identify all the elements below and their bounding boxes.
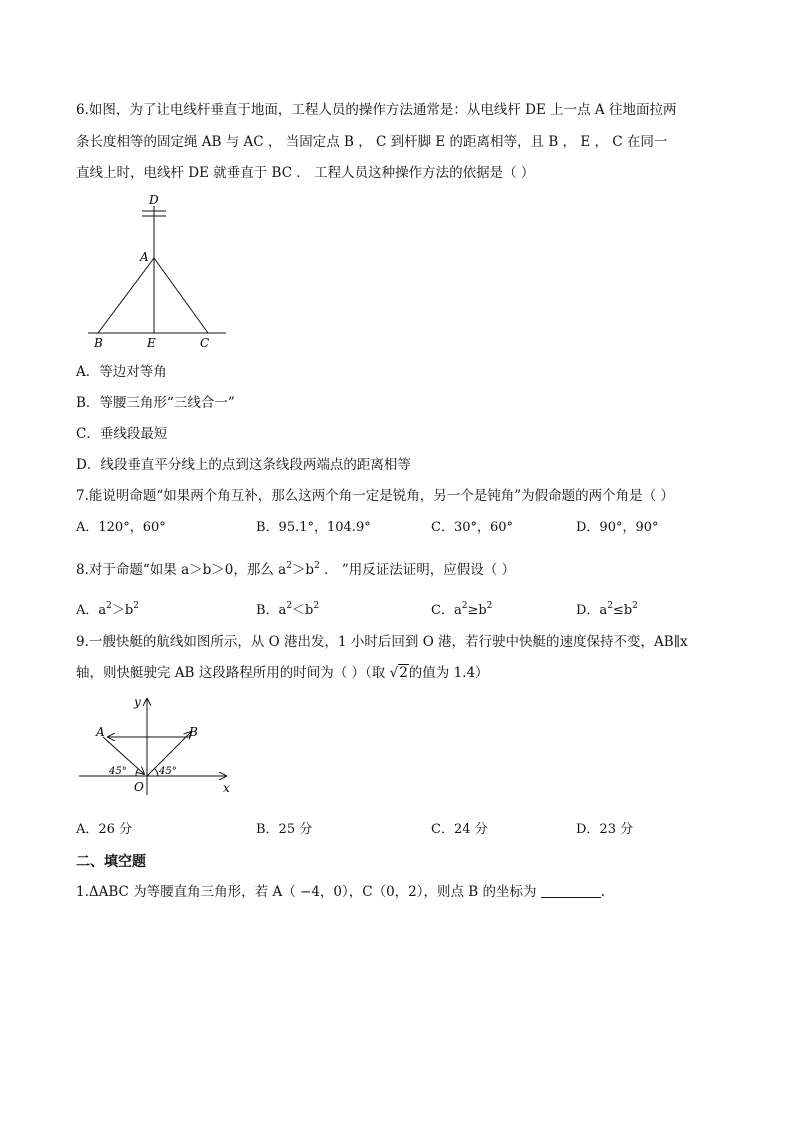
- sqrt-symbol: √2: [389, 665, 408, 681]
- q9-option-c: C．24 分: [431, 822, 488, 837]
- q6-figure-pole-diagram: [86, 190, 236, 355]
- q7-option-c: C．30°，60°: [431, 520, 514, 535]
- q8-option-d: D．$a^2\le b^2$: [576, 601, 638, 618]
- q9-option-d: D．23 分: [576, 822, 634, 837]
- q8-option-b: B．$a^2<b^2$: [256, 601, 320, 618]
- label-o: O: [134, 780, 144, 794]
- q6-option-d: D．线段垂直平分线上的点到这条线段两端点的距离相等: [76, 457, 411, 473]
- label-b: B: [94, 336, 103, 350]
- q9-option-b: B．25 分: [256, 822, 313, 837]
- label-b: B: [189, 725, 198, 739]
- q8-option-c: C．$a^2\ge b^2$: [431, 601, 493, 618]
- q7-option-d: D．90°，90°: [576, 520, 659, 535]
- label-angle-right: 45°: [159, 766, 177, 777]
- q6-stem-line-2: 条长度相等的固定绳 AB 与 AC ， 当固定点 B ， C 到杆脚 E 的距离相等，且 B ， E ， C 在同一: [76, 134, 668, 150]
- q8-option-a: A．$a^2>b^2$: [76, 601, 139, 618]
- section2-q1: 1.ΔABC 为等腰直角三角形，若 A（ −4，0），C（0，2），则点 B 的坐标为 .: [76, 884, 606, 900]
- rope-ab: [98, 258, 154, 333]
- q6-stem-line-1: 6.如图，为了让电线杆垂直于地面，工程人员的操作方法通常是：从电线杆 DE 上一点 A 往地面拉两: [76, 102, 677, 118]
- section-heading-fill-in: 二、填空题: [76, 854, 146, 870]
- q8-stem: 8.对于命题“如果 a＞b＞0，那么 $a^2>b^2$ ． ”用反证法证明，应假设（ ）: [76, 561, 516, 578]
- label-d: D: [149, 193, 159, 207]
- q9-option-a: A．26 分: [76, 822, 133, 837]
- rope-ac: [154, 258, 208, 333]
- q6-option-a: A．等边对等角: [76, 364, 167, 380]
- label-angle-left: 45°: [109, 766, 127, 777]
- label-y: y: [134, 695, 141, 709]
- label-x: x: [223, 781, 230, 795]
- q9-figure-route-diagram: [74, 693, 244, 803]
- q6-stem-line-3: 直线上时，电线杆 DE 就垂直于 BC ． 工程人员这种操作方法的依据是（ ）: [76, 165, 535, 181]
- q7-stem: 7.能说明命题“如果两个角互补，那么这两个角一定是锐角，另一个是钝角”为假命题的两个角是（ ）: [76, 488, 674, 504]
- label-a: A: [140, 250, 149, 264]
- q9-stem-line-1: 9.一艘快艇的航线如图所示，从 O 港出发，1 小时后回到 O 港，若行驶中快艇的速度保持不变，AB∥x: [76, 634, 688, 650]
- label-a: A: [96, 725, 105, 739]
- q7-option-b: B．95.1°，104.9°: [256, 520, 371, 535]
- angle-arc-left: [136, 769, 138, 776]
- q6-option-c: C．垂线段最短: [76, 426, 168, 442]
- q7-option-a: A．120°，60°: [76, 520, 166, 535]
- label-e: E: [147, 336, 156, 350]
- answer-blank: [541, 884, 601, 898]
- q6-option-b: B．等腰三角形“三线合一”: [76, 395, 235, 411]
- q9-stem-line-2: 轴，则快艇驶完 AB 这段路程所用的时间为（ ）（取 √2的值为 1.4）: [76, 665, 489, 681]
- label-c: C: [200, 336, 210, 350]
- angle-arc-right: [155, 769, 158, 776]
